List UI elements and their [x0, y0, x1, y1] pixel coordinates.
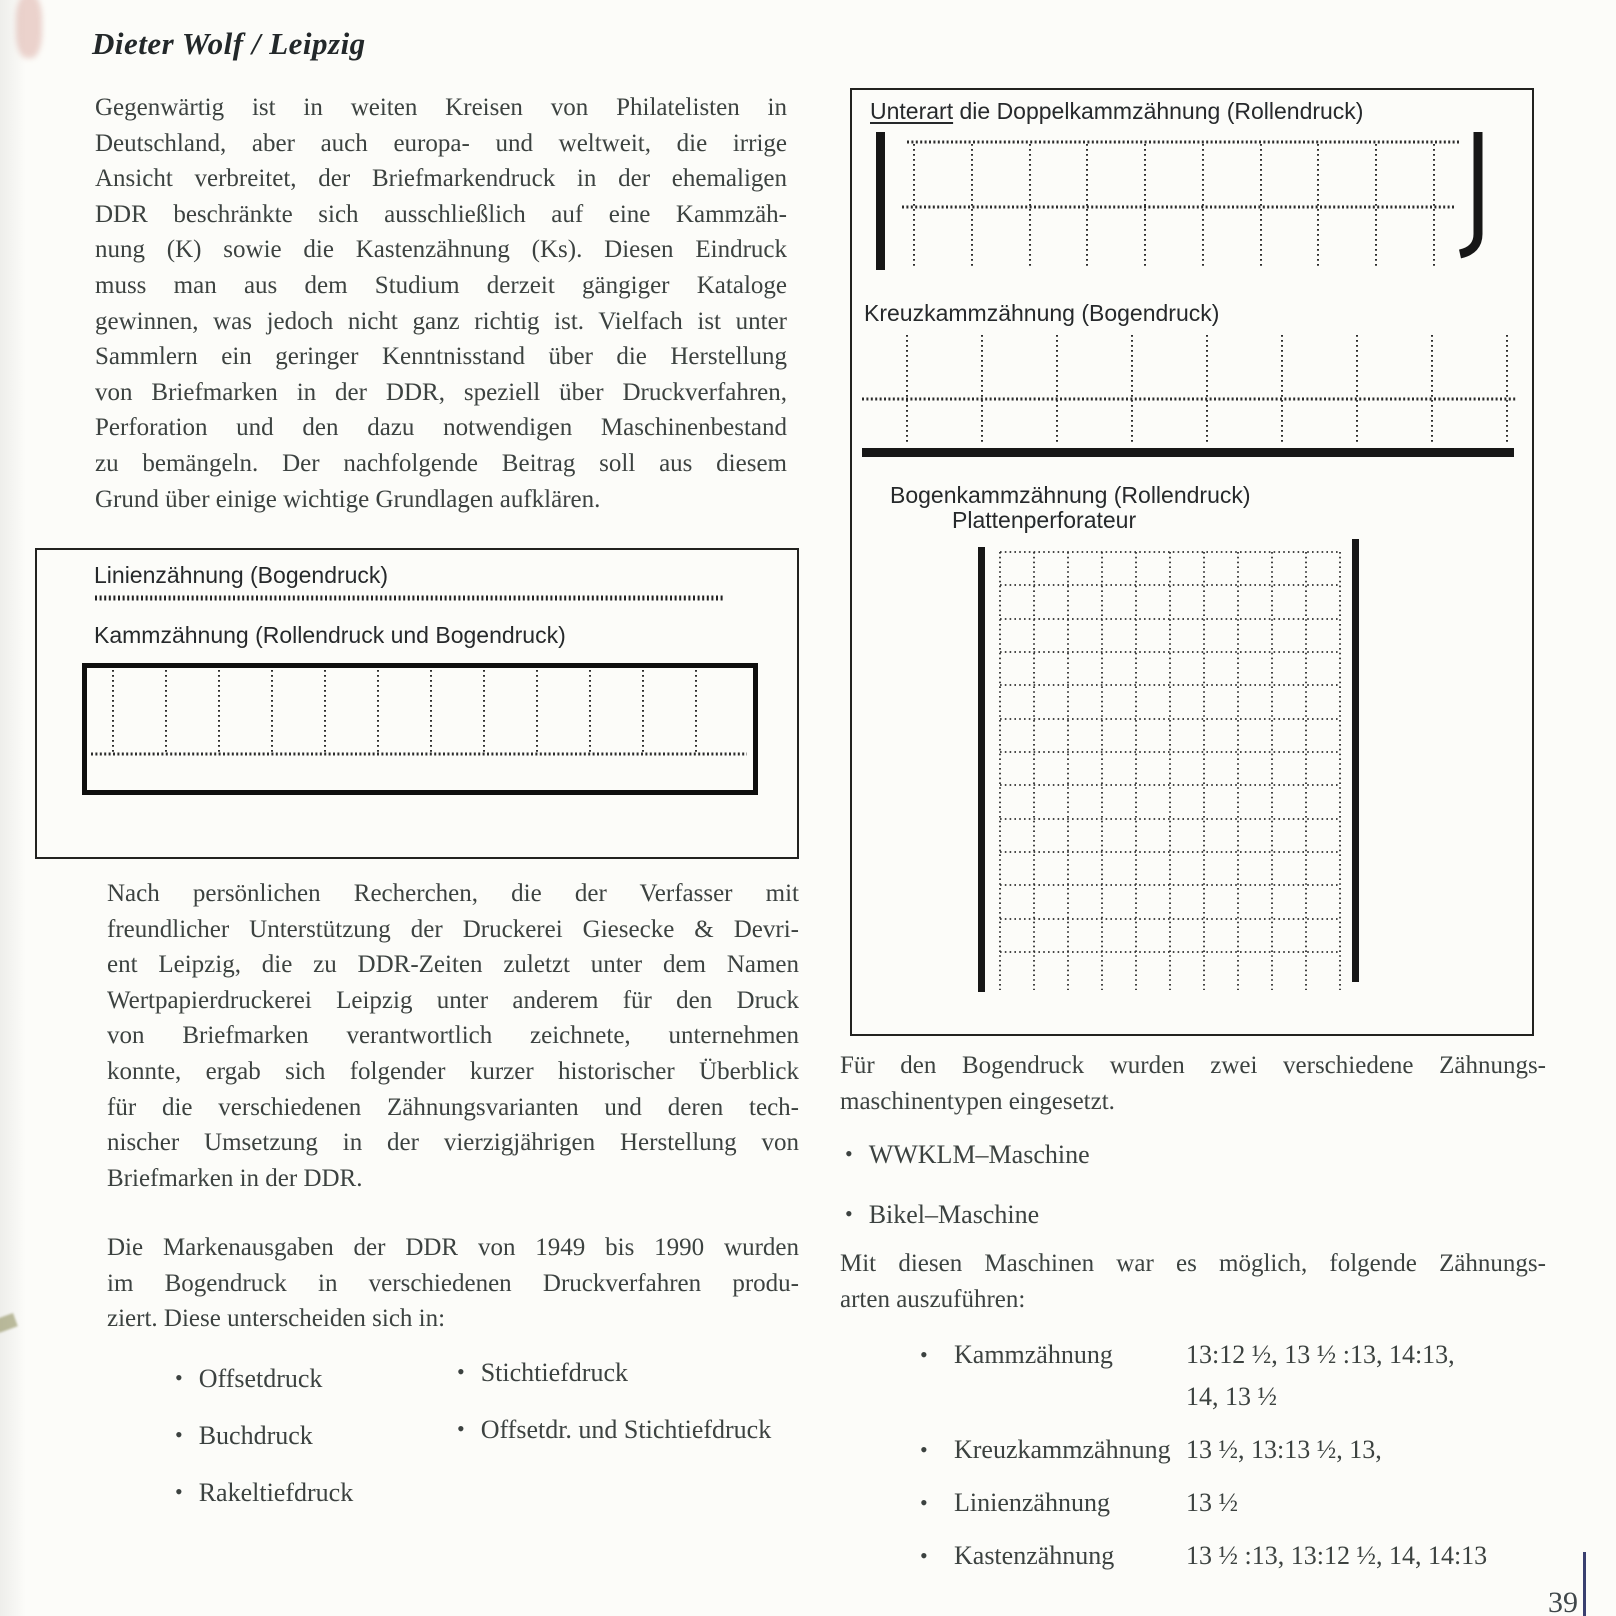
- perforation-row: [920, 1334, 1610, 1418]
- linienzaehnung-label: Linienzähnung (Bogendruck): [94, 562, 389, 588]
- kammzaehnung-diagram: [87, 668, 753, 790]
- kammzaehnung-label: Kammzähnung (Rollendruck und Bogendruck): [94, 622, 566, 648]
- perforation-values: 13:12 ½, 13 ½ :13, 14:13, 14, 13 ½: [1186, 1340, 1455, 1411]
- list-item: • Offsetdruck: [175, 1364, 353, 1394]
- perforation-term: Linienzähnung: [954, 1488, 1110, 1517]
- author-line: Dieter Wolf / Leipzig: [92, 26, 366, 61]
- unterart-underlined-word: Unterart: [870, 98, 954, 124]
- perforation-term: Kammzähnung: [954, 1340, 1113, 1369]
- scan-mark-red: [16, 0, 42, 58]
- list-item: • Stichtiefdruck: [457, 1358, 771, 1388]
- page-number: 39: [1548, 1586, 1578, 1616]
- bogenkammzaehnung-diagram: [970, 538, 1382, 1002]
- print-methods-column-1: [175, 1364, 353, 1535]
- intro-paragraph: Gegenwärtig ist in weiten Kreisen von Philatelisten in Deutschland, aber auch europa- und weltweit, die irrige Ansicht verbreitet, der Briefmarkendruck in der ehemaligen DDR beschränkte sich ausschließlich auf eine Kammzäh- nung (K) sowie die Kastenzähnung (Ks). Diesen Eindruck muss man aus dem Studium derzeit gängiger Kataloge gewinnen, was jedoch nicht ganz richtig ist. Vielfach ist unter Sammlern ein geringer Kenntnisstand über die Herstellung von Briefmarken in der DDR, speziell über Druckverfahren, Perforation und den dazu notwendigen Maschinenbestand zu bemängeln. Der nachfolgende Beitrag soll aus diesem Grund über einige wichtige Grundlagen aufklären.: [95, 94, 787, 513]
- bullet-icon: •: [920, 1342, 928, 1367]
- machine-list: [845, 1140, 1090, 1260]
- doppelkammzaehnung-diagram: [866, 130, 1516, 320]
- perforation-types-list: [920, 1334, 1610, 1588]
- print-methods-column-2: [457, 1358, 771, 1472]
- list-item: • Offsetdr. und Stichtiefdruck: [457, 1415, 771, 1445]
- perforation-values: 13 ½ :13, 13:12 ½, 14, 14:13: [1186, 1541, 1488, 1570]
- plattenperforateur-label: Plattenperforateur: [952, 507, 1137, 533]
- list-item: • Bikel–Maschine: [845, 1200, 1090, 1230]
- list-item: • Buchdruck: [175, 1421, 353, 1451]
- list-item: • WWKLM–Maschine: [845, 1140, 1090, 1170]
- kammzaehnung-diagram-frame: [82, 663, 758, 795]
- perforation-values: 13 ½, 13:13 ½, 13,: [1186, 1435, 1382, 1464]
- research-paragraph: Nach persönlichen Recherchen, die der Verfasser mit freundlicher Unterstützung der Druckerei Giesecke & Devri- ent Leipzig, die zu DDR-Zeiten zuletzt unter dem Namen Wertpapierdruckerei Leipzig unter anderem für den Druck von Briefmarken verantwortlich zeichnete, unternehmen konnte, ergab sich folgender kurzer historischer Überblick für die verschiedenen Zähnungsvarianten und deren tech- nischer Umsetzung in der vierzigjährigen Herstellung von Briefmarken in der DDR.: [107, 880, 799, 1192]
- perforation-row: [920, 1535, 1610, 1577]
- perforation-term: Kreuzkammzähnung: [954, 1435, 1171, 1464]
- kreuzkammzaehnung-diagram: [860, 330, 1526, 470]
- perforation-row: [920, 1429, 1610, 1471]
- perforation-values: 13 ½: [1186, 1488, 1238, 1517]
- perforation-figure-right: [850, 88, 1534, 1036]
- list-item: • Rakeltiefdruck: [175, 1478, 353, 1508]
- bullet-icon: •: [920, 1543, 928, 1568]
- bullet-icon: •: [920, 1490, 928, 1515]
- bogenkammzaehnung-label: Bogenkammzähnung (Rollendruck): [890, 482, 1251, 508]
- doppelkammzaehnung-label: [870, 98, 1363, 125]
- bullet-icon: •: [920, 1437, 928, 1462]
- perforation-figure-left: [35, 548, 799, 859]
- bogendruck-paragraph: Für den Bogendruck wurden zwei verschiedene Zähnungs- maschinentypen eingesetzt.: [840, 1052, 1546, 1115]
- kreuzkammzaehnung-label: Kreuzkammzähnung (Bogendruck): [864, 300, 1220, 326]
- linienzaehnung-dotted-line: [95, 594, 723, 602]
- perforation-term: Kastenzähnung: [954, 1541, 1115, 1570]
- maschinen-paragraph: Mit diesen Maschinen war es möglich, folgende Zähnungs- arten auszuführen:: [840, 1250, 1546, 1313]
- issues-paragraph: Die Markenausgaben der DDR von 1949 bis 1990 wurden im Bogendruck in verschiedenen Druckverfahren produ- ziert. Diese unterscheiden sich in:: [107, 1234, 799, 1333]
- page-edge-shading: [0, 0, 26, 1616]
- unterart-label-rest: die Doppelkammzähnung (Rollendruck): [953, 98, 1364, 124]
- footer-rule: [1583, 1552, 1586, 1616]
- perforation-row: [920, 1482, 1610, 1524]
